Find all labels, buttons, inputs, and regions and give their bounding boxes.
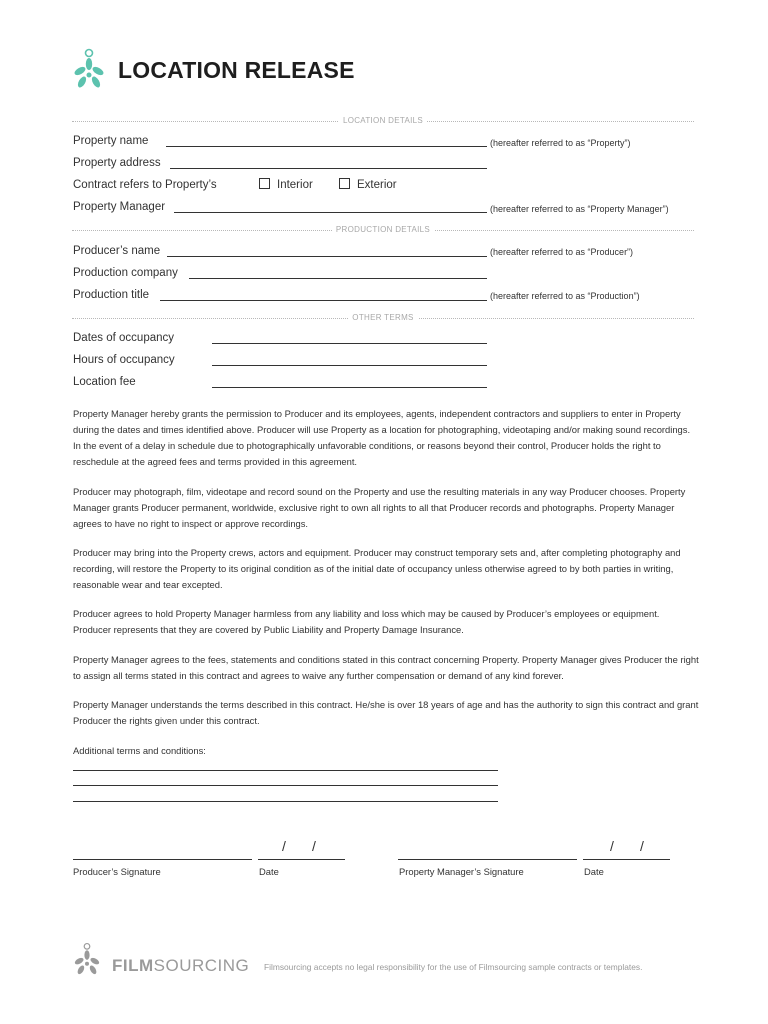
footer-brand: FILMSOURCING bbox=[112, 956, 250, 975]
interior-checkbox[interactable] bbox=[259, 178, 270, 189]
date-separator: / bbox=[312, 838, 316, 854]
producer-date-label: Date bbox=[259, 866, 279, 877]
production-title-field[interactable] bbox=[160, 300, 487, 301]
additional-terms-line[interactable] bbox=[73, 801, 498, 802]
contract-refers-label: Contract refers to Property’s bbox=[73, 179, 217, 191]
exterior-label: Exterior bbox=[357, 179, 397, 191]
dates-of-occupancy-label: Dates of occupancy bbox=[73, 332, 175, 344]
production-company-field[interactable] bbox=[189, 278, 487, 279]
additional-terms-line[interactable] bbox=[73, 785, 498, 786]
property-address-field[interactable] bbox=[170, 168, 487, 169]
producer-signature-field[interactable] bbox=[73, 859, 252, 860]
filmsourcing-logo-icon bbox=[72, 47, 106, 97]
production-title-label: Production title bbox=[73, 289, 150, 301]
section-title-location: LOCATION DETAILS bbox=[72, 116, 694, 125]
terms-paragraph: Property Manager agrees to the fees, statements and conditions stated in this contract concerning Property. Property Manager gives Producer the right to assign all terms stated in this contract and agrees to waive any further compensation or demand of any kind forever. bbox=[73, 654, 699, 681]
additional-terms-label: Additional terms and conditions: bbox=[73, 745, 206, 756]
location-fee-field[interactable] bbox=[212, 387, 487, 388]
section-title-other: OTHER TERMS bbox=[72, 313, 694, 322]
terms-paragraph: Property Manager hereby grants the permission to Producer and its employees, agents, independent contractors and suppliers to enter in Property during the dates and times identified above. Producer will use Property as a location for photographing, videotaping and/or making sound recordings. In the event of a delay in schedule due to photographically unfavorable conditions, or reasons beyond their control, Producer holds the right to reschedule at the agreed fees and terms provided in this agreement. bbox=[73, 408, 691, 467]
producer-date-field[interactable] bbox=[258, 859, 345, 860]
production-title-reference: (hereafter referred to as “Production”) bbox=[490, 291, 640, 301]
hours-of-occupancy-field[interactable] bbox=[212, 365, 487, 366]
terms-paragraph: Property Manager understands the terms described in this contract. He/she is over 18 years of age and has the authority to sign this contract and grant Producer the rights given under this contract. bbox=[73, 699, 699, 726]
date-separator: / bbox=[640, 838, 644, 854]
property-name-label: Property name bbox=[73, 135, 149, 147]
terms-paragraph: Producer may bring into the Property crews, actors and equipment. Producer may construct temporary sets and, after completing photography and recording, will restore the Property to its original condition as of the initial date of occupancy unless otherwise agreed to by both parties in writing, reasonable wear and tear excepted. bbox=[73, 547, 681, 590]
property-manager-reference: (hereafter referred to as “Property Manager”) bbox=[490, 204, 669, 214]
exterior-checkbox[interactable] bbox=[339, 178, 350, 189]
property-manager-label: Property Manager bbox=[73, 201, 166, 213]
property-name-field[interactable] bbox=[166, 146, 487, 147]
producer-signature-label: Producer’s Signature bbox=[73, 866, 161, 877]
manager-date-label: Date bbox=[584, 866, 604, 877]
property-name-reference: (hereafter referred to as “Property”) bbox=[490, 138, 631, 148]
producer-name-label: Producer’s name bbox=[73, 245, 161, 257]
date-separator: / bbox=[282, 838, 286, 854]
terms-paragraph: Producer may photograph, film, videotape and record sound on the Property and use the resulting materials in any way Producer chooses. Property Manager grants Producer permanent, worldwide, exclusive right to own all rights to all that Producer records and photographs. Property Manager agrees to have no right to inspect or approve recordings. bbox=[73, 486, 686, 529]
filmsourcing-footer-logo-icon bbox=[72, 942, 102, 982]
additional-terms-line[interactable] bbox=[73, 770, 498, 771]
location-fee-label: Location fee bbox=[73, 376, 136, 388]
producer-name-reference: (hereafter referred to as “Producer”) bbox=[490, 247, 634, 257]
dates-of-occupancy-field[interactable] bbox=[212, 343, 487, 344]
manager-date-field[interactable] bbox=[583, 859, 670, 860]
section-title-production: PRODUCTION DETAILS bbox=[72, 225, 694, 234]
footer-disclaimer: Filmsourcing accepts no legal responsibility for the use of Filmsourcing sample contracts or templates. bbox=[264, 962, 643, 972]
property-address-label: Property address bbox=[73, 157, 161, 169]
manager-signature-field[interactable] bbox=[398, 859, 577, 860]
producer-name-field[interactable] bbox=[167, 256, 487, 257]
property-manager-field[interactable] bbox=[174, 212, 487, 213]
date-separator: / bbox=[610, 838, 614, 854]
page-title: LOCATION RELEASE bbox=[118, 57, 355, 83]
manager-signature-label: Property Manager’s Signature bbox=[399, 866, 524, 877]
production-company-label: Production company bbox=[73, 267, 178, 279]
hours-of-occupancy-label: Hours of occupancy bbox=[73, 354, 175, 366]
interior-label: Interior bbox=[277, 179, 313, 191]
terms-paragraph: Producer agrees to hold Property Manager harmless from any liability and loss which may be caused by Producer’s employees or equipment. Producer represents that they are covered by Public Liability and Property Damage Insurance. bbox=[73, 608, 660, 635]
